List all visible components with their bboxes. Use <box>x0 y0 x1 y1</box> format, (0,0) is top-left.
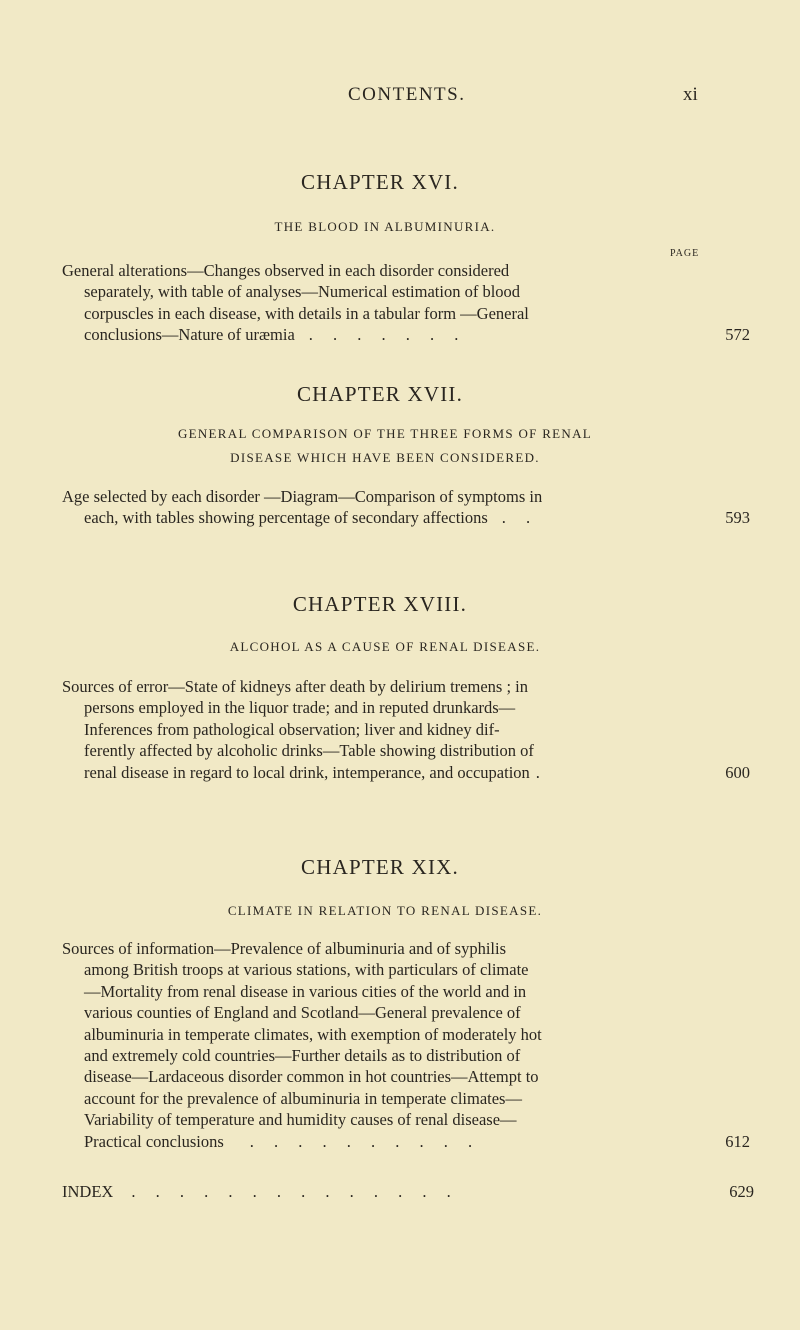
chapter-entry <box>62 486 750 529</box>
dot-leader: . . . . . . . . . . <box>249 1131 481 1151</box>
entry-line-last <box>62 324 750 345</box>
entry-line-text: renal disease in regard to local drink, intemperance, and occupation <box>84 762 530 782</box>
chapter-subtitle: CLIMATE IN RELATION TO RENAL DISEASE. <box>227 903 543 918</box>
page-number: 612 <box>725 1131 750 1151</box>
entry-line-text: each, with tables showing percentage of secondary affections <box>84 508 488 528</box>
entry-line: separately, with table of analyses—Numerical estimation of blood <box>84 282 521 302</box>
page-number: 572 <box>725 325 750 345</box>
dot-leader: . . <box>501 508 539 528</box>
chapter-title: CHAPTER XVIII. <box>292 592 468 616</box>
chapter-title: CHAPTER XVI. <box>301 170 459 194</box>
entry-line: Age selected by each disorder —Diagram—Comparison of symptoms in <box>62 487 543 506</box>
entry-line: corpuscles in each disease, with details in a tabular form —General <box>84 303 529 323</box>
entry-line-text: Practical conclusions <box>84 1131 224 1151</box>
dot-leader: . . . . . . . <box>308 325 467 345</box>
entry-line: ferently affected by alcoholic drinks—Table showing distribution of <box>84 741 534 761</box>
index-entry <box>62 1182 754 1202</box>
entry-line: Inferences from pathological observation; liver and kidney dif- <box>84 719 500 739</box>
page-number: 629 <box>729 1182 754 1201</box>
entry-line: Variability of temperature and humidity causes of renal disease— <box>84 1110 517 1130</box>
entry-line-last <box>62 762 750 783</box>
chapter-entry <box>62 938 750 1152</box>
page-number: 600 <box>725 762 750 782</box>
entry-line: among British troops at various stations, with particulars of climate <box>84 960 529 980</box>
entry-line: —Mortality from renal disease in various cities of the world and in <box>84 981 527 1001</box>
chapter-subtitle: DISEASE WHICH HAVE BEEN CONSIDERED. <box>230 450 540 465</box>
entry-line-text: conclusions—Nature of uræmia <box>84 325 295 345</box>
index-label: INDEX <box>62 1182 114 1201</box>
chapter-title: CHAPTER XVII. <box>296 382 464 406</box>
chapter-title: CHAPTER XIX. <box>301 855 459 879</box>
page-folio: xi <box>683 84 698 105</box>
entry-line: disease—Lardaceous disorder common in hot countries—Attempt to <box>84 1067 539 1087</box>
page-number: 593 <box>725 508 750 528</box>
chapter-subtitle: THE BLOOD IN ALBUMINURIA. <box>274 219 496 234</box>
chapter-entry <box>62 676 750 783</box>
entry-line: persons employed in the liquor trade; and in reputed drunkards— <box>84 698 516 718</box>
entry-line-last <box>62 1131 750 1152</box>
entry-line: Sources of information—Prevalence of albuminuria and of syphilis <box>62 939 507 958</box>
entry-line-last <box>62 507 750 528</box>
entry-line: albuminuria in temperate climates, with exemption of moderately hot <box>84 1024 542 1044</box>
entry-line: account for the prevalence of albuminuria in temperate climates— <box>84 1088 522 1108</box>
entry-line: General alterations—Changes observed in each disorder considered <box>62 261 510 280</box>
entry-line: Sources of error—State of kidneys after death by delirium tremens ; in <box>62 677 528 696</box>
entry-line: various counties of England and Scotland—General prevalence of <box>84 1003 521 1023</box>
running-head <box>0 84 800 114</box>
entry-line: and extremely cold countries—Further details as to distribution of <box>84 1045 521 1065</box>
dot-leader: . <box>535 762 548 782</box>
chapter-subtitle: GENERAL COMPARISON OF THE THREE FORMS OF RENAL <box>177 426 593 441</box>
dot-leader: . . . . . . . . . . . . . . <box>131 1182 459 1201</box>
chapter-entry <box>62 260 750 346</box>
page-column-label: PAGE <box>670 248 700 259</box>
running-head-title: CONTENTS. <box>348 84 466 105</box>
chapter-subtitle: ALCOHOL AS A CAUSE OF RENAL DISEASE. <box>229 639 541 654</box>
